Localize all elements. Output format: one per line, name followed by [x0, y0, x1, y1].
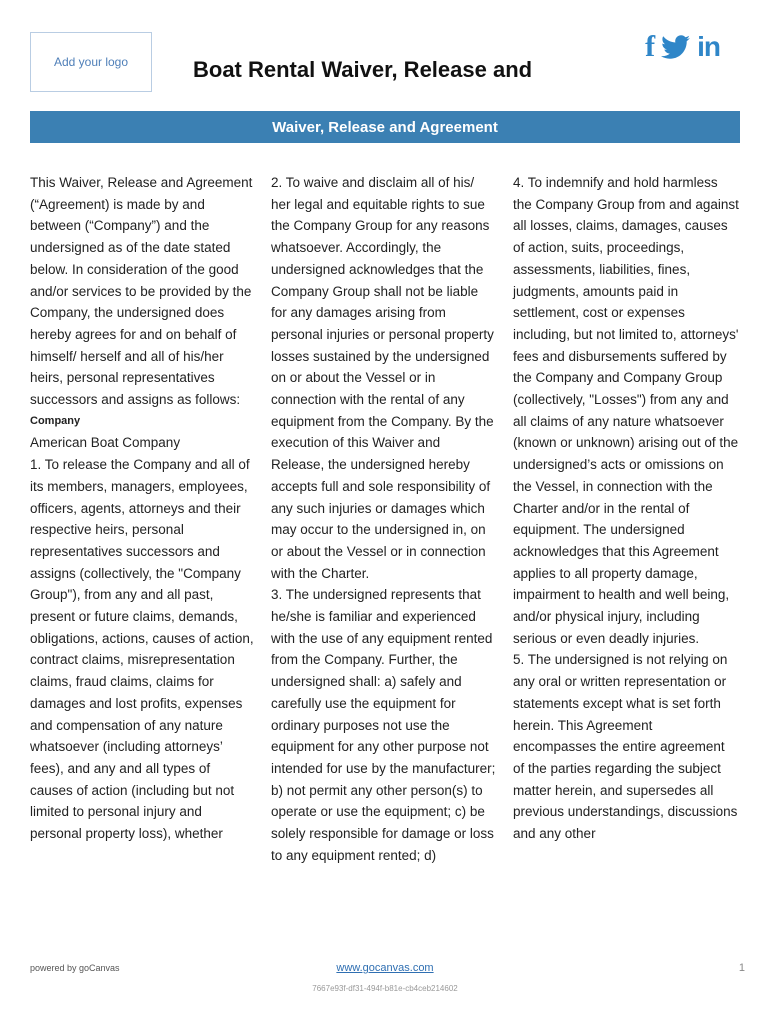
column-2 — [271, 172, 497, 867]
section-banner-title: Waiver, Release and Agreement — [272, 118, 498, 136]
linkedin-icon[interactable]: in — [697, 31, 720, 62]
clause-1: 1. To release the Company and all of its members, managers, employees, officers, agents, attorneys and their respective heirs, personal representatives successors and assigns (collectively, the "Company Group"), from any and all past, present or future claims, demands, obligations, actions, causes of action, contract claims, misrepresentation claims, fraud claims, claims for damages and lost profits, expenses and compensation of any nature whatsoever (including attorneys’ fees), and any and all types of causes of action (including but not limited to personal injury and personal property loss), whether — [30, 457, 254, 842]
column-3 — [513, 172, 739, 845]
logo-placeholder — [30, 32, 152, 92]
column-1 — [30, 172, 256, 845]
company-field-label: Company — [30, 414, 81, 427]
document-title: Boat Rental Waiver, Release and — [193, 57, 533, 82]
logo-placeholder-text: Add your logo — [53, 55, 129, 69]
section-banner — [30, 111, 740, 143]
clause-2: 2. To waive and disclaim all of his/ her legal and equitable rights to sue the Company Group for any reasons whatsoever. Accordingly, the undersigned acknowledges that the Company Group shall not be liable for any damages arising from personal injuries or personal property losses sustained by the undersigned on or about the Vessel or in connection with the rental of any equipment from the Company. By the execution of this Waiver and Release, the undersigned hereby accepts full and sole responsibility of any such injuries or damages which may occur to the undersigned in, on or about the Vessel or in connection with the Charter. — [271, 175, 494, 581]
clause-5: 5. The undersigned is not relying on any oral or written representation or statements except what is set forth herein. This Agreement encompasses the entire agreement of the parties regarding the subject matter herein, and supersedes all previous understandings, discussions and any other — [513, 652, 738, 842]
page-number: 1 — [738, 962, 745, 974]
document-id: 7667e93f-df31-494f-b81e-cb4ceb214602 — [312, 984, 458, 993]
social-links — [645, 32, 720, 62]
clause-3: 3. The undersigned represents that he/she is familiar and experienced with the use of any equipment rented from the Company. Further, the undersigned shall: a) safely and carefully use the equipment for ordinary purposes not use the equipment for any other purpose not intended for use by the manufacturer; b) not permit any other person(s) to operate or use the equipment; c) be solely responsible for damage or loss to any equipment rented; d) — [271, 587, 496, 863]
footer-link[interactable]: www.gocanvas.com — [336, 962, 434, 974]
facebook-icon[interactable]: f — [645, 30, 656, 63]
powered-by-label: powered by goCanvas — [30, 963, 120, 973]
company-field-value: American Boat Company — [30, 435, 181, 451]
clause-4: 4. To indemnify and hold harmless the Company Group from and against all losses, claims, damages, causes of action, suits, proceedings, assessments, liabilities, fines, judgments, amounts paid in settlement, cost or expenses including, but not limited to, attorneys' fees and disbursements suffered by the Company and Company Group (collectively, "Losses") from any and all claims of any nature whatsoever (known or unknown) arising out of the undersigned’s acts or omissions on the Vessel, in connection with the Charter and/or in the rental of equipment. The undersigned acknowledges that this Agreement applies to all property damage, impairment to health and well being, and/or physical injury, including serious or even deadly injuries. — [513, 175, 739, 646]
intro-paragraph: This Waiver, Release and Agreement (“Agreement) is made by and between (“Company”) and the undersigned as of the date stated below. In consideration of the good and/or services to be provided by the Company, the undersigned does hereby agrees for and on behalf of himself/ herself and all of his/her heirs, personal representatives successors and assigns as follows: — [30, 175, 253, 408]
twitter-icon[interactable] — [661, 35, 691, 59]
